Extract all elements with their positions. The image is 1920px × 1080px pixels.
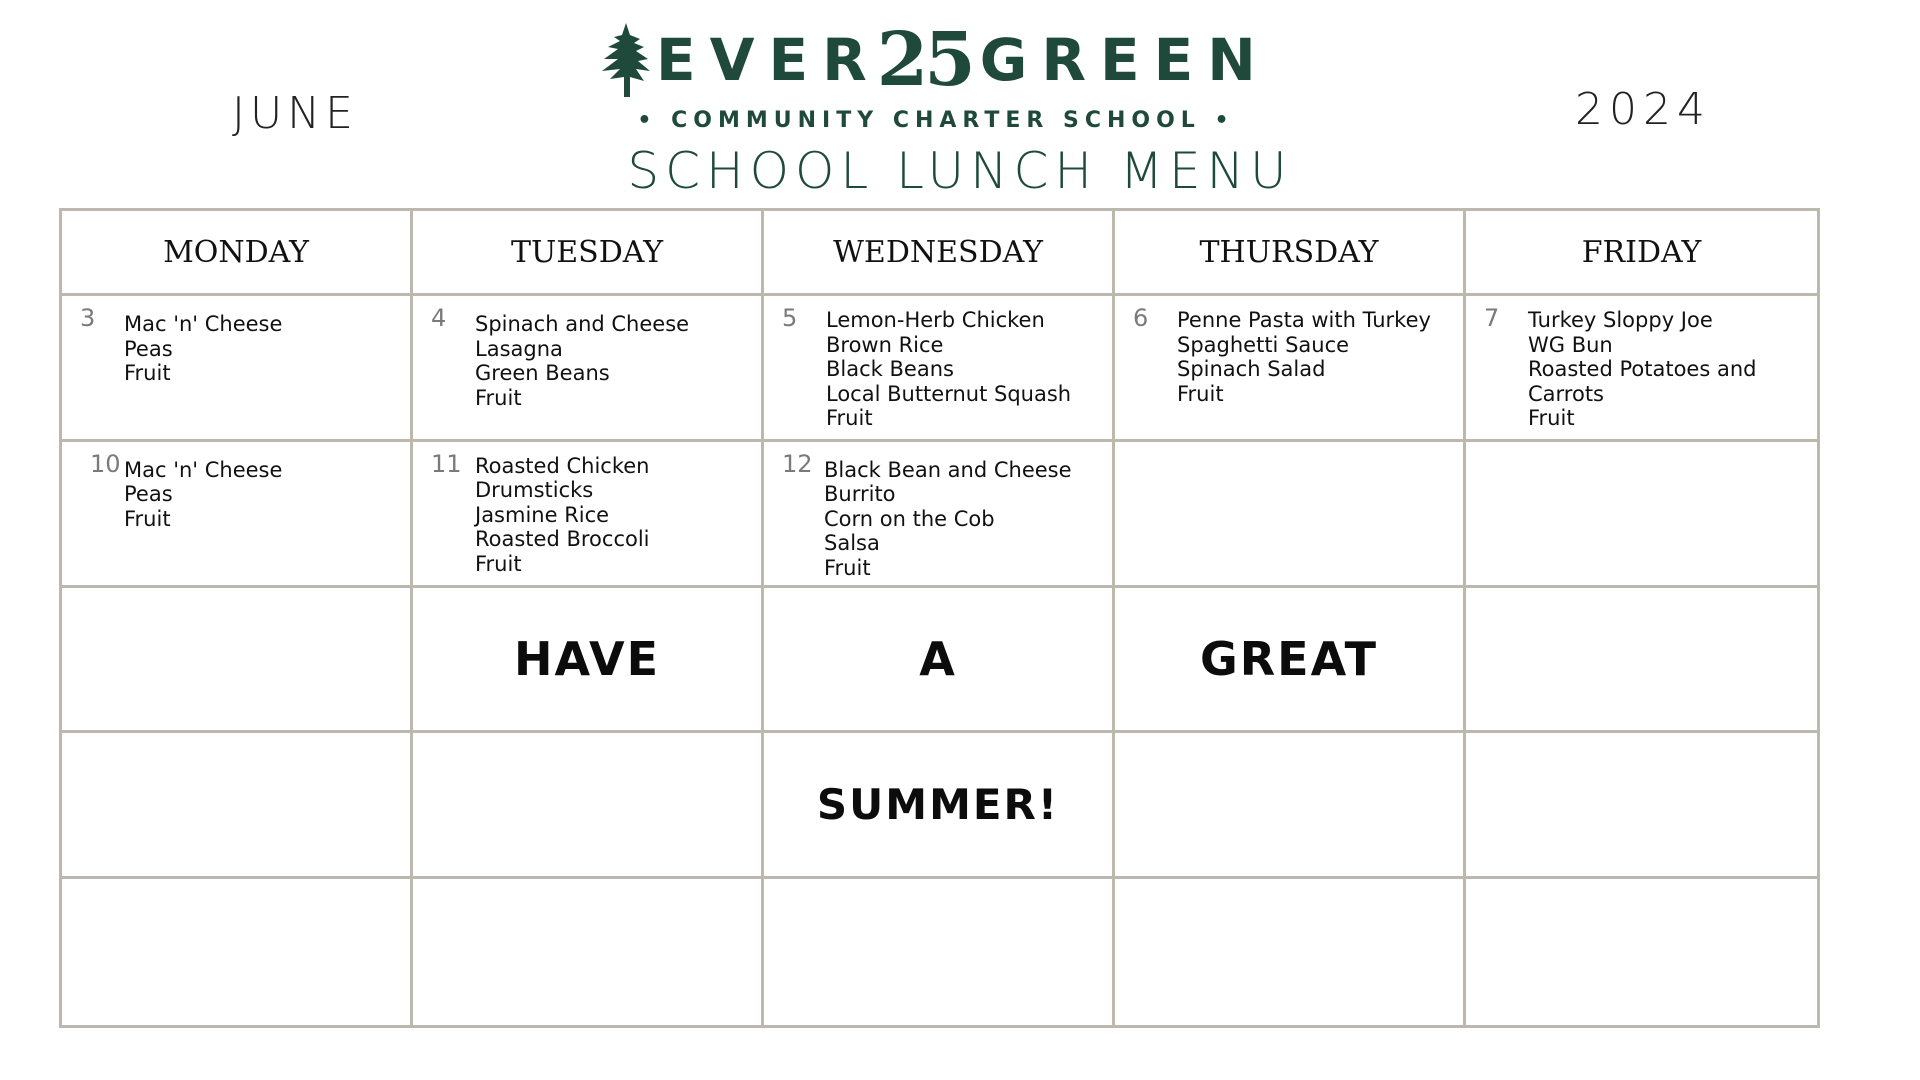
menu-items <box>826 308 1104 431</box>
month-label: JUNE <box>232 88 358 139</box>
day-cell <box>62 442 413 588</box>
day-cell-empty <box>1115 442 1466 588</box>
menu-item: Spinach Salad <box>1177 357 1326 381</box>
day-cell <box>1115 296 1466 442</box>
menu-item: Spinach and Cheese <box>475 312 690 336</box>
date-number: 7 <box>1484 304 1500 332</box>
page-title: SCHOOL LUNCH MENU <box>627 142 1293 200</box>
message-word: HAVE <box>413 588 764 734</box>
menu-item: Black Beans <box>826 357 954 381</box>
menu-item: Jasmine Rice <box>475 502 610 527</box>
menu-item: Fruit <box>826 406 873 430</box>
message-word: SUMMER! <box>764 733 1115 879</box>
date-number: 6 <box>1133 304 1149 332</box>
menu-items <box>1528 308 1809 431</box>
menu-items <box>124 312 402 386</box>
menu-items <box>475 454 753 577</box>
menu-item: Roasted Broccoli <box>475 527 650 552</box>
date-number: 4 <box>431 304 447 332</box>
menu-item: Salsa <box>824 531 880 556</box>
menu-item: Brown Rice <box>826 332 944 357</box>
day-cell-empty <box>1466 879 1817 1025</box>
menu-item: Carrots <box>1528 381 1604 406</box>
menu-item: Local Butternut Squash <box>826 381 1072 406</box>
school-logo <box>600 17 1280 140</box>
day-header-friday: FRIDAY <box>1466 211 1817 296</box>
day-cell-empty <box>413 879 764 1025</box>
logo-number: 25 <box>876 17 972 103</box>
tree-icon <box>600 21 652 99</box>
menu-items <box>124 458 402 532</box>
day-cell-empty <box>1466 588 1817 734</box>
day-cell-empty <box>62 879 413 1025</box>
menu-item: Lemon-Herb Chicken <box>826 308 1045 332</box>
day-cell <box>413 442 764 588</box>
menu-item: Corn on the Cob <box>824 506 995 531</box>
menu-item: Fruit <box>124 506 171 531</box>
day-cell-empty <box>1115 733 1466 879</box>
menu-item: Fruit <box>475 551 522 576</box>
menu-item: Fruit <box>1528 406 1575 430</box>
menu-item: Drumsticks <box>475 478 594 503</box>
menu-item: Lasagna <box>475 336 563 361</box>
day-header-wednesday: WEDNESDAY <box>764 211 1115 296</box>
logo-text-right: GREEN <box>979 26 1270 94</box>
menu-item: Fruit <box>124 361 171 385</box>
menu-item: Burrito <box>824 482 896 507</box>
menu-items <box>475 312 753 410</box>
menu-item: Fruit <box>475 385 522 410</box>
day-cell-empty <box>1466 442 1817 588</box>
day-cell-empty <box>62 733 413 879</box>
day-cell-empty <box>62 588 413 734</box>
menu-items <box>824 458 1104 581</box>
menu-item: Spaghetti Sauce <box>1177 332 1350 357</box>
date-number: 12 <box>782 449 813 478</box>
day-cell-empty <box>1115 879 1466 1025</box>
date-number: 5 <box>782 304 798 332</box>
menu-item: WG Bun <box>1528 332 1613 357</box>
day-cell-empty <box>413 733 764 879</box>
day-header-monday: MONDAY <box>62 211 413 296</box>
menu-item: Black Bean and Cheese <box>824 457 1072 482</box>
logo-subtitle: • COMMUNITY CHARTER SCHOOL • <box>637 108 1235 133</box>
day-cell <box>764 296 1115 442</box>
lunch-calendar <box>59 208 1820 1028</box>
day-cell-empty <box>1466 733 1817 879</box>
menu-item: Fruit <box>824 555 871 580</box>
menu-item: Peas <box>124 482 173 507</box>
date-number: 3 <box>80 304 96 332</box>
day-cell <box>764 442 1115 588</box>
day-cell <box>1466 296 1817 442</box>
menu-item: Turkey Sloppy Joe <box>1528 308 1713 332</box>
menu-item: Roasted Chicken <box>475 453 650 478</box>
menu-items <box>1177 308 1455 406</box>
date-number: 10 <box>90 449 121 478</box>
menu-item: Green Beans <box>475 361 610 385</box>
date-number: 11 <box>431 449 462 478</box>
logo-text-left: EVER <box>656 26 881 94</box>
message-word: GREAT <box>1115 588 1466 734</box>
day-header-tuesday: TUESDAY <box>413 211 764 296</box>
message-word: A <box>764 588 1115 734</box>
day-cell <box>62 296 413 442</box>
day-header-thursday: THURSDAY <box>1115 211 1466 296</box>
menu-item: Peas <box>124 336 173 361</box>
day-cell <box>413 296 764 442</box>
menu-item: Roasted Potatoes and <box>1528 357 1757 381</box>
day-cell-empty <box>764 879 1115 1025</box>
menu-item: Mac 'n' Cheese <box>124 312 283 336</box>
menu-item: Fruit <box>1177 381 1224 406</box>
year-label: 2024 <box>1575 84 1711 135</box>
menu-item: Penne Pasta with Turkey <box>1177 308 1431 332</box>
menu-item: Mac 'n' Cheese <box>124 457 283 482</box>
